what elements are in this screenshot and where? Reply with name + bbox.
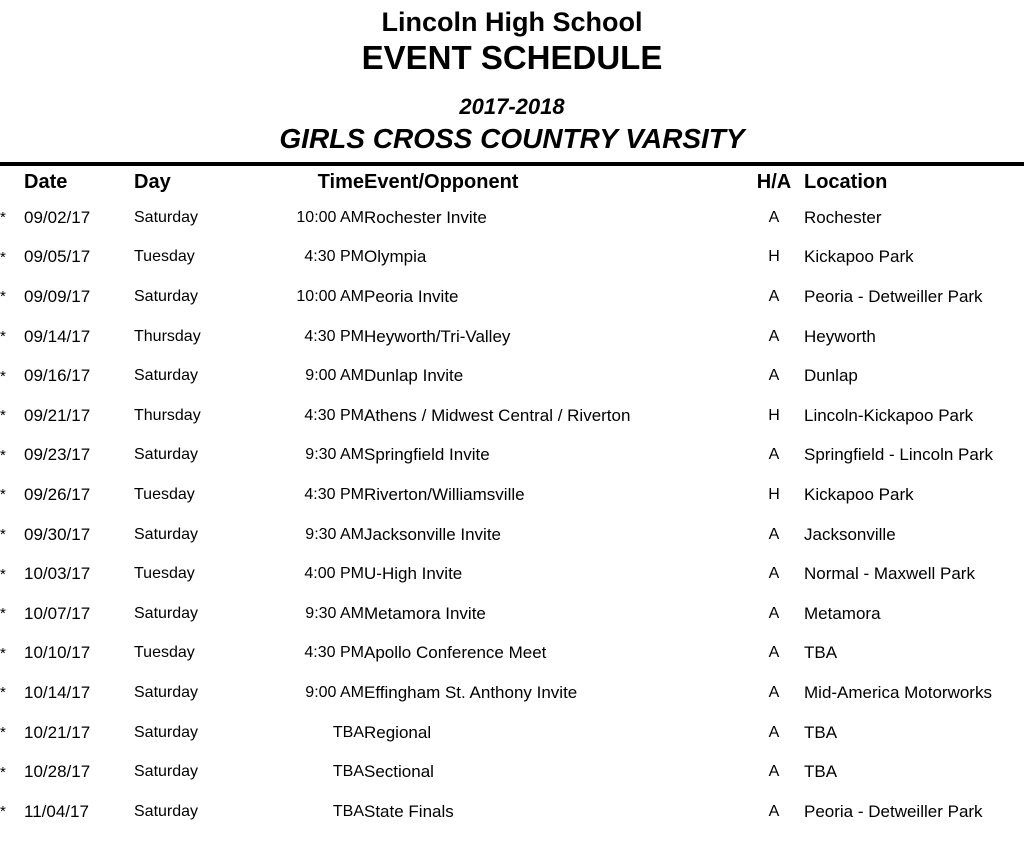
cell-day: Saturday (134, 604, 199, 622)
cell-star: * (0, 605, 6, 623)
cell-date: 09/14/17 (24, 326, 91, 346)
cell-location: Jacksonville (804, 524, 896, 544)
cell-event: Rochester Invite (364, 207, 487, 227)
cell-date: 10/10/17 (24, 643, 91, 663)
cell-date: 09/30/17 (24, 524, 91, 544)
cell-day: Tuesday (134, 565, 195, 583)
table-row (0, 396, 1024, 436)
cell-time: 9:30 AM (305, 525, 364, 543)
cell-day: Saturday (134, 525, 199, 543)
table-body (0, 198, 1024, 832)
cell-ha: H (768, 485, 780, 503)
season-label: 2017-2018 (459, 94, 565, 119)
cell-event: Peoria Invite (364, 286, 459, 306)
column-header-day: Day (134, 170, 171, 193)
cell-time: TBA (332, 763, 364, 781)
table-row (0, 554, 1024, 594)
cell-location: Lincoln-Kickapoo Park (804, 405, 974, 425)
table-row (0, 713, 1024, 753)
cell-location: Peoria - Detweiller Park (804, 801, 983, 821)
cell-date: 09/16/17 (24, 366, 91, 386)
cell-ha: A (768, 723, 780, 741)
cell-time: 10:00 AM (296, 287, 364, 305)
table-row (0, 475, 1024, 515)
cell-time: 4:30 PM (304, 406, 364, 424)
cell-date: 10/28/17 (24, 762, 91, 782)
cell-star: * (0, 328, 6, 346)
table-row (0, 198, 1024, 238)
cell-event: Athens / Midwest Central / Riverton (364, 405, 631, 425)
cell-time: 9:30 AM (305, 604, 364, 622)
cell-day: Thursday (134, 327, 201, 345)
cell-ha: A (768, 208, 780, 226)
cell-time: 9:30 AM (305, 446, 364, 464)
cell-ha: A (768, 446, 780, 464)
cell-day: Saturday (134, 287, 199, 305)
cell-location: Springfield - Lincoln Park (804, 445, 993, 465)
cell-ha: H (768, 406, 780, 424)
cell-event: Regional (364, 722, 432, 742)
column-header-ha: H/A (756, 170, 792, 193)
cell-ha: A (768, 644, 780, 662)
cell-ha: A (768, 287, 780, 305)
cell-date: 10/07/17 (24, 603, 91, 623)
cell-day: Saturday (134, 208, 199, 226)
cell-day: Saturday (134, 683, 199, 701)
cell-event: Jacksonville Invite (364, 524, 502, 544)
cell-ha: A (768, 525, 780, 543)
cell-star: * (0, 644, 6, 662)
cell-event: Apollo Conference Meet (364, 643, 547, 663)
column-header-event: Event/Opponent (364, 170, 519, 193)
column-header-location: Location (804, 170, 888, 193)
cell-day: Tuesday (134, 644, 195, 662)
cell-event: Sectional (364, 762, 434, 782)
table-row (0, 515, 1024, 555)
cell-event: U-High Invite (364, 564, 463, 584)
cell-location: TBA (804, 762, 838, 782)
cell-star: * (0, 367, 6, 385)
column-header-time: Time (317, 170, 364, 193)
cell-ha: A (768, 763, 780, 781)
cell-event: State Finals (364, 801, 454, 821)
cell-time: 4:30 PM (304, 485, 364, 503)
cell-location: Kickapoo Park (804, 247, 914, 267)
cell-time: 4:30 PM (304, 248, 364, 266)
cell-day: Saturday (134, 367, 199, 385)
cell-star: * (0, 248, 6, 266)
cell-date: 09/05/17 (24, 247, 91, 267)
cell-ha: A (768, 683, 780, 701)
cell-date: 09/09/17 (24, 286, 91, 306)
column-header-date: Date (24, 170, 68, 193)
cell-location: Normal - Maxwell Park (804, 564, 975, 584)
cell-location: TBA (804, 722, 838, 742)
table-row (0, 673, 1024, 713)
cell-day: Thursday (134, 406, 201, 424)
cell-event: Dunlap Invite (364, 366, 464, 386)
school-name: Lincoln High School (381, 7, 643, 37)
cell-location: Kickapoo Park (804, 484, 914, 504)
cell-day: Saturday (134, 802, 199, 820)
table-row (0, 356, 1024, 396)
cell-time: 4:30 PM (304, 327, 364, 345)
cell-day: Saturday (134, 763, 199, 781)
table-row (0, 594, 1024, 634)
document-header (0, 0, 1024, 156)
cell-location: Heyworth (804, 326, 876, 346)
cell-star: * (0, 724, 6, 742)
cell-date: 10/03/17 (24, 564, 91, 584)
cell-time: 10:00 AM (296, 208, 364, 226)
schedule-table (0, 166, 1024, 832)
cell-time: 9:00 AM (305, 683, 364, 701)
page-title: EVENT SCHEDULE (361, 39, 663, 76)
cell-event: Metamora Invite (364, 603, 486, 623)
cell-event: Heyworth/Tri-Valley (364, 326, 511, 346)
cell-location: Mid-America Motorworks (804, 682, 992, 702)
cell-location: Dunlap (804, 366, 858, 386)
cell-day: Tuesday (134, 248, 195, 266)
cell-star: * (0, 763, 6, 781)
cell-star: * (0, 526, 6, 544)
cell-event: Effingham St. Anthony Invite (364, 682, 578, 702)
cell-date: 11/04/17 (24, 801, 89, 821)
cell-ha: A (768, 327, 780, 345)
cell-ha: A (768, 565, 780, 583)
table-row (0, 317, 1024, 357)
table-row (0, 752, 1024, 792)
cell-ha: A (768, 604, 780, 622)
table-header-row (0, 166, 1024, 198)
cell-location: Metamora (804, 603, 881, 623)
cell-day: Tuesday (134, 485, 195, 503)
cell-event: Springfield Invite (364, 445, 490, 465)
cell-star: * (0, 565, 6, 583)
cell-star: * (0, 209, 6, 227)
cell-date: 09/21/17 (24, 405, 91, 425)
cell-date: 09/02/17 (24, 207, 91, 227)
cell-time: TBA (332, 723, 364, 741)
cell-location: Rochester (804, 207, 882, 227)
cell-time: TBA (332, 802, 364, 820)
sport-label: GIRLS CROSS COUNTRY VARSITY (279, 123, 745, 154)
cell-star: * (0, 684, 6, 702)
cell-ha: A (768, 802, 780, 820)
cell-time: 9:00 AM (305, 367, 364, 385)
cell-ha: A (768, 367, 780, 385)
cell-date: 10/14/17 (24, 682, 91, 702)
table-row (0, 634, 1024, 674)
cell-date: 10/21/17 (24, 722, 91, 742)
cell-star: * (0, 288, 6, 306)
cell-location: Peoria - Detweiller Park (804, 286, 983, 306)
cell-ha: H (768, 248, 780, 266)
cell-day: Saturday (134, 446, 199, 464)
cell-event: Olympia (364, 247, 427, 267)
cell-star: * (0, 446, 6, 464)
cell-star: * (0, 486, 6, 504)
cell-event: Riverton/Williamsville (364, 484, 525, 504)
cell-time: 4:30 PM (304, 644, 364, 662)
cell-star: * (0, 803, 6, 821)
cell-date: 09/23/17 (24, 445, 91, 465)
table-row (0, 238, 1024, 278)
table-row (0, 277, 1024, 317)
cell-location: TBA (804, 643, 838, 663)
column-header-star (0, 166, 24, 198)
cell-star: * (0, 407, 6, 425)
cell-date: 09/26/17 (24, 484, 91, 504)
cell-day: Saturday (134, 723, 199, 741)
cell-time: 4:00 PM (304, 565, 364, 583)
table-row (0, 436, 1024, 476)
table-row (0, 792, 1024, 832)
